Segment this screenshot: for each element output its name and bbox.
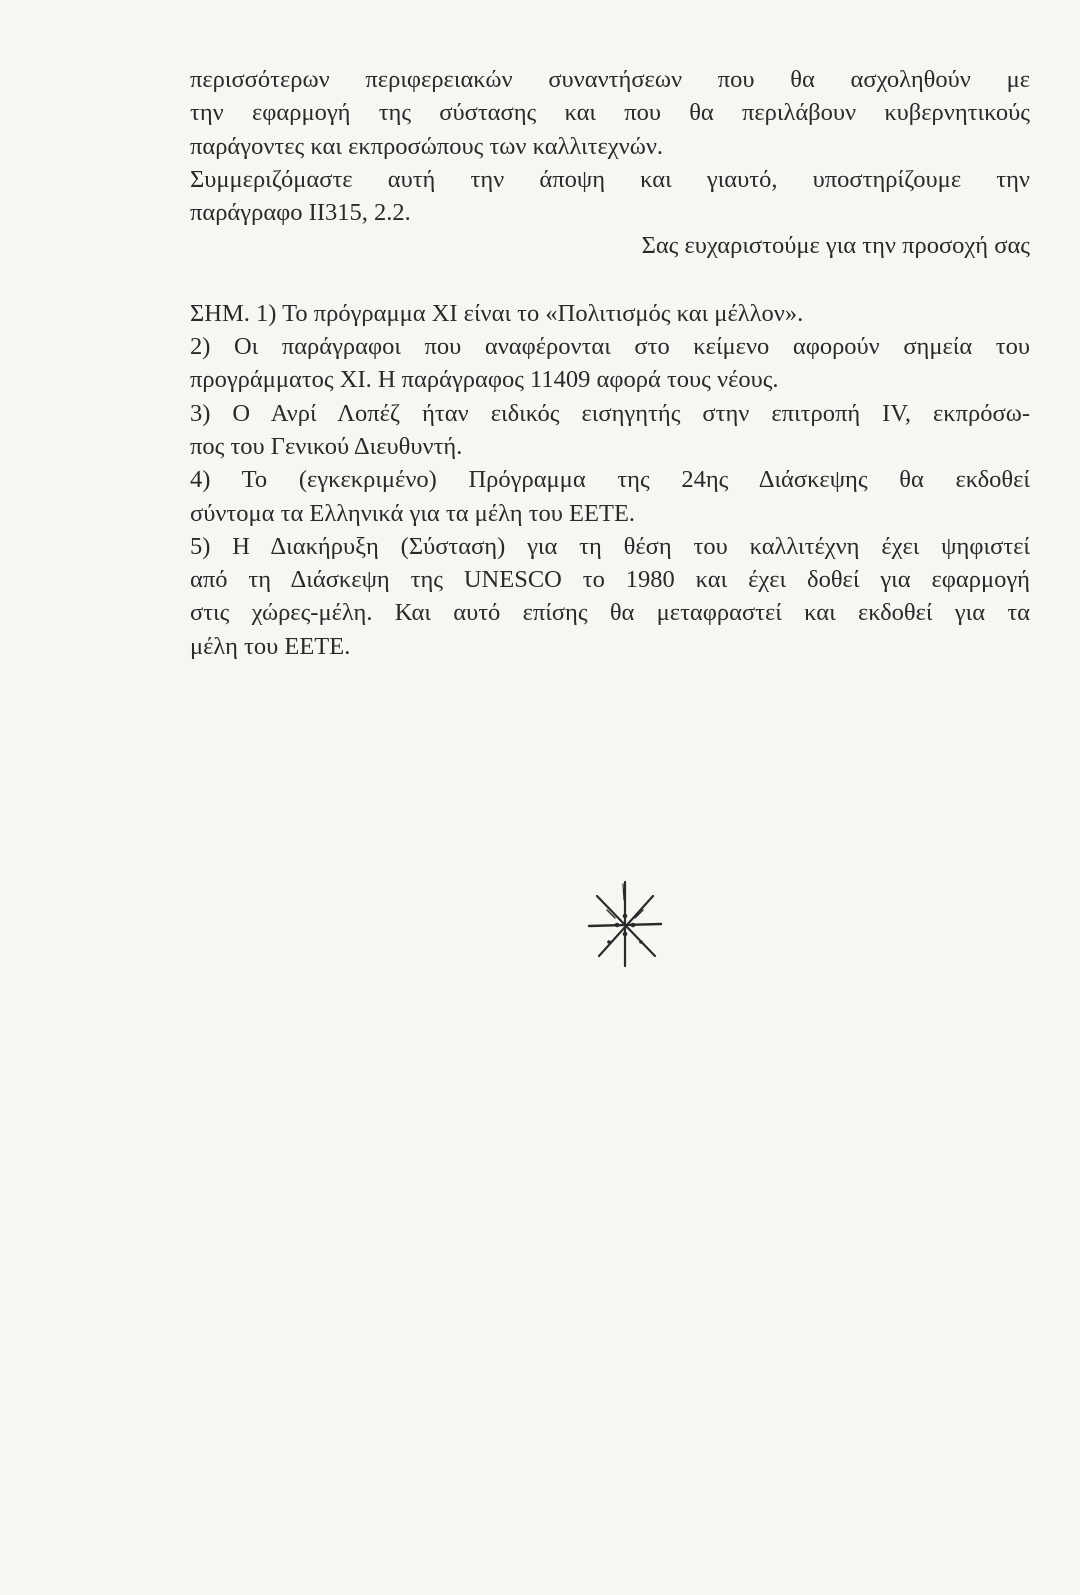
body-line-1: περισσότερων περιφερειακών συναντήσεων που θα ασχοληθούν με <box>190 66 1030 93</box>
note-line-9: από τη Διάσκεψη της UNESCO το 1980 και έχει δοθεί για εφαρμογή <box>190 566 1030 594</box>
note-line-5: πος του Γενικού Διευθυντή. <box>190 432 463 460</box>
note-line-1: ΣΗΜ. 1) Το πρόγραμμα XI είναι το «Πολιτισμός και μέλλον». <box>190 299 804 327</box>
spacer <box>190 263 1030 297</box>
body-line-5: παράγραφο ΙΙ315, 2.2. <box>190 199 411 227</box>
note-line-3: προγράμματος XI. Η παράγραφος 11409 αφορά τους νέους. <box>190 366 779 394</box>
body-line-4: Συμμεριζόμαστε αυτή την άποψη και γιαυτό, υποστηρίζουμε την <box>190 165 1030 193</box>
note-line-6: 4) Το (εγκεκριμένο) Πρόγραμμα της 24ης Διάσκεψης θα εκδοθεί <box>190 466 1030 494</box>
asterisk-ornament-icon <box>585 880 665 970</box>
note-line-11: μέλη του ΕΕΤΕ. <box>190 632 351 660</box>
text-block <box>190 63 1030 663</box>
note-line-10: στις χώρες-μέλη. Και αυτό επίσης θα μεταφραστεί και εκδοθεί για τα <box>190 599 1030 627</box>
closing-line: Σας ευχαριστούμε για την προσοχή σας <box>641 232 1030 260</box>
note-line-8: 5) Η Διακήρυξη (Σύσταση) για τη θέση του καλλιτέχνη έχει ψηφιστεί <box>190 532 1030 560</box>
note-line-2: 2) Οι παράγραφοι που αναφέρονται στο κείμενο αφορούν σημεία του <box>190 333 1030 361</box>
note-line-7: σύντομα τα Ελληνικά για τα μέλη του ΕΕΤΕ. <box>190 499 636 527</box>
note-line-4: 3) Ο Ανρί Λοπέζ ήταν ειδικός εισηγητής στην επιτροπή IV, εκπρόσω- <box>190 399 1030 427</box>
body-line-2: την εφαρμογή της σύστασης και που θα περιλάβουν κυβερνητικούς <box>190 99 1030 127</box>
body-line-3: παράγοντες και εκπροσώπους των καλλιτεχνών. <box>190 132 664 160</box>
